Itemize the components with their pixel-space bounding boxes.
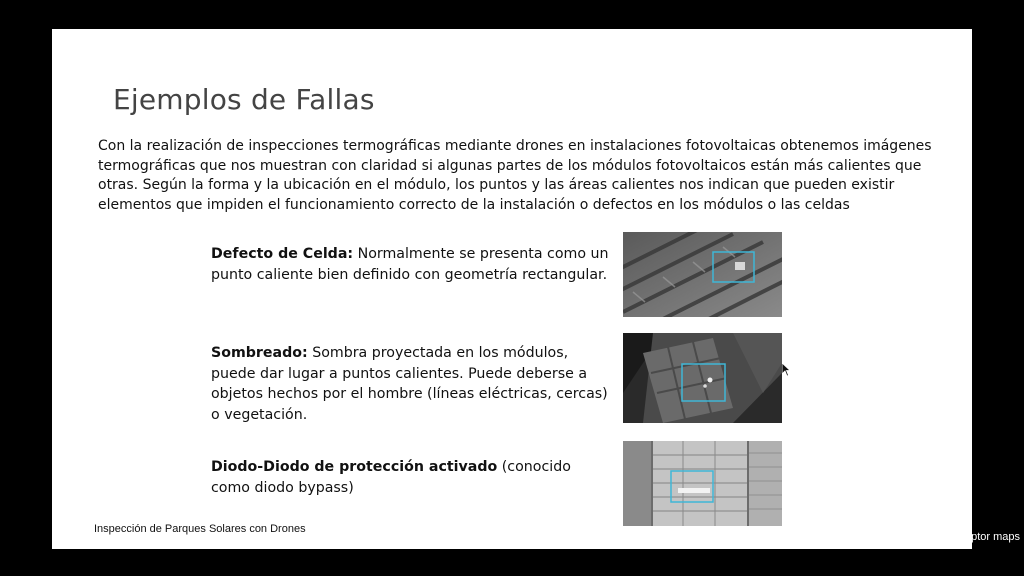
slide-title: Ejemplos de Fallas	[113, 83, 375, 116]
thermal-cell-defect-image	[623, 232, 782, 317]
slide-intro-paragraph: Con la realización de inspecciones termográficas mediante drones en instalaciones fotovoltaicas obtenemos imágenes termográficas que nos muestran con claridad si algunas partes de los módulos fotovoltaicos están más calientes que otras. Según la forma y la ubicación en el módulo, los puntos y las áreas calientes nos indican que pueden existir elementos que impiden el funcionamiento correcto de la instalación o defectos en los módulos o las celdas	[98, 138, 932, 213]
image-credit: Imagen: raptor maps	[918, 531, 1020, 543]
fault-term: Diodo-Diodo de protección activado	[211, 459, 498, 475]
fault-item-cell-defect	[211, 244, 611, 285]
fault-item-shading	[211, 343, 611, 425]
fault-item-bypass-diode	[211, 457, 611, 498]
fault-description: (conocido como diodo bypass)	[211, 459, 571, 496]
fault-description: Sombra proyectada en los módulos, puede dar lugar a puntos calientes. Puede deberse a objetos hechos por el hombre (líneas eléctricas, cercas) o vegetación.	[211, 345, 608, 423]
mouse-pointer-icon	[782, 363, 791, 382]
fault-description: Normalmente se presenta como un punto caliente bien definido con geometría rectangular.	[211, 246, 609, 283]
fault-term: Sombreado:	[211, 345, 308, 361]
thermal-shading-image	[623, 333, 782, 423]
slide-footer: Inspección de Parques Solares con Drones	[94, 523, 306, 535]
thermal-bypass-diode-image	[623, 441, 782, 526]
fault-term: Defecto de Celda:	[211, 246, 354, 262]
presentation-slide	[52, 29, 972, 549]
